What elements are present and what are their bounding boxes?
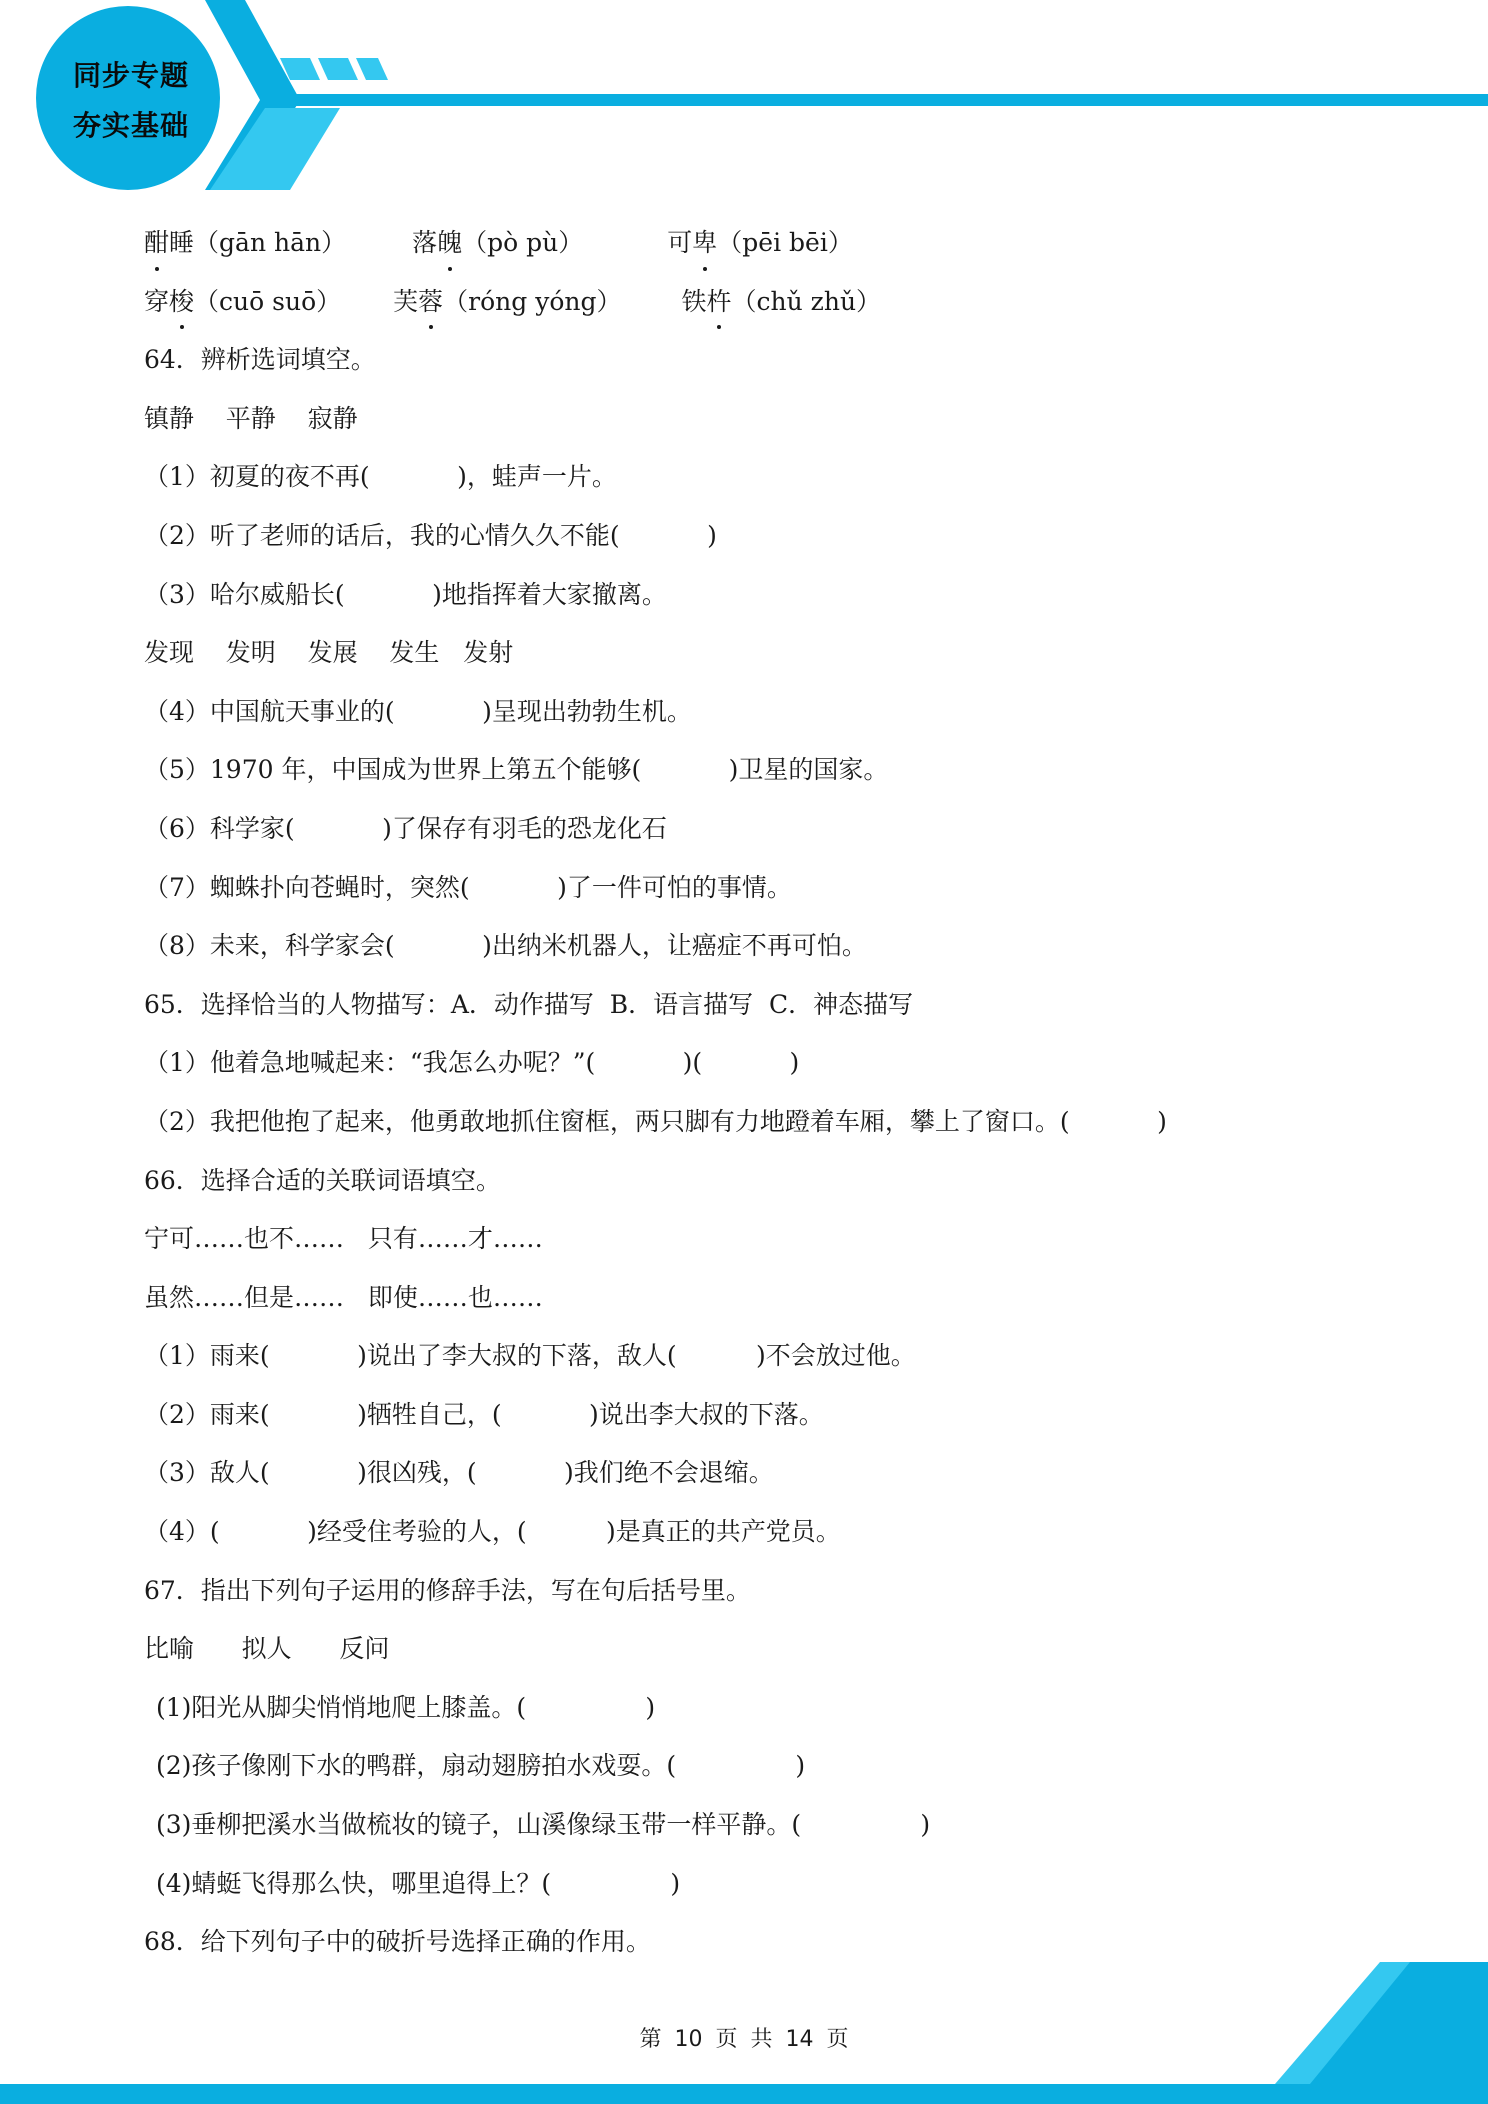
char: 铁 — [681, 286, 707, 316]
pinyin: （róng yóng） — [443, 286, 622, 316]
char: 魄 — [437, 214, 462, 273]
badge-line1: 同步专题 — [72, 59, 189, 92]
question-item: （2）雨来( )牺牲自己，( )说出李大叔的下落。 — [144, 1399, 824, 1429]
question-item: (4)蜻蜓飞得那么快，哪里追得上？( ) — [156, 1868, 681, 1898]
question-68: 68．给下列句子中的破折号选择正确的作用。 — [144, 1927, 651, 1957]
question-item: (1)阳光从脚尖悄悄地爬上膝盖。( ) — [156, 1692, 656, 1722]
badge-line2: 夯实基础 — [72, 109, 189, 142]
question-item: （6）科学家( )了保存有羽毛的恐龙化石 — [144, 813, 667, 843]
char: 梭 — [169, 273, 194, 332]
word-bank: 镇静 平静 寂静 — [144, 403, 358, 433]
char: 蓉 — [418, 273, 443, 332]
question-item: （7）蜘蛛扑向苍蝇时，突然( )了一件可怕的事情。 — [144, 872, 792, 902]
char: 睡 — [169, 228, 195, 257]
question-item: （2）听了老师的话后，我的心情久久不能( ) — [144, 520, 717, 550]
question-item: （1）雨来( )说出了李大叔的下落，敌人( )不会放过他。 — [144, 1341, 916, 1371]
question-item: （4）中国航天事业的( )呈现出勃勃生机。 — [144, 696, 692, 726]
word-bank: 发现 发明 发展 发生 发射 — [144, 638, 514, 668]
word-bank: 比喻 拟人 反问 — [144, 1634, 390, 1664]
char: 杵 — [707, 273, 732, 332]
pinyin: （gān hān） — [194, 228, 347, 257]
page-number: 第 10 页 共 14 页 — [639, 2027, 849, 2052]
question-item: （1）初夏的夜不再( )，蛙声一片。 — [144, 462, 617, 492]
question-item: （4）( )经受住考验的人，( )是真正的共产党员。 — [144, 1517, 841, 1547]
word-bank: 宁可……也不…… 只有……才…… — [144, 1224, 543, 1254]
question-item: （3）哈尔威船长( )地指挥着大家撤离。 — [144, 579, 667, 609]
question-item: (2)孩子像刚下水的鸭群，扇动翅膀拍水戏耍。( ) — [156, 1751, 806, 1781]
question-66: 66．选择合适的关联词语填空。 — [144, 1165, 501, 1195]
question-item: (3)垂柳把溪水当做梳妆的镜子，山溪像绿玉带一样平静。( ) — [156, 1810, 931, 1840]
char: 穿 — [144, 286, 170, 316]
question-item: （3）敌人( )很凶残，( )我们绝不会退缩。 — [144, 1458, 774, 1488]
question-item: （2）我把他抱了起来，他勇敢地抓住窗框，两只脚有力地蹬着车厢，攀上了窗口。( ) — [144, 1106, 1167, 1136]
char: 卑 — [692, 214, 717, 273]
word-bank: 虽然……但是…… 即使……也…… — [144, 1282, 543, 1312]
question-item: （1）他着急地喊起来：“我怎么办呢？”( )( ) — [144, 1048, 800, 1078]
char: 可 — [667, 228, 693, 257]
question-item: （8）未来，科学家会( )出纳米机器人，让癌症不再可怕。 — [144, 931, 867, 961]
question-67: 67．指出下列句子运用的修辞手法，写在句后括号里。 — [144, 1575, 751, 1605]
question-item: （5）1970 年，中国成为世界上第五个能够( )卫星的国家。 — [144, 755, 889, 785]
header-badge — [36, 16, 226, 186]
pinyin: （cuō suō） — [194, 286, 342, 316]
char: 落 — [412, 228, 438, 257]
question-65: 65．选择恰当的人物描写：A．动作描写 B．语言描写 C．神态描写 — [144, 989, 914, 1019]
question-64: 64．辨析选词填空。 — [144, 345, 376, 375]
pinyin-row-1 — [144, 214, 1374, 273]
pinyin: （chǔ zhǔ） — [731, 286, 882, 316]
pinyin: （pò pù） — [462, 228, 584, 257]
pinyin-row-2 — [144, 273, 1374, 332]
pinyin: （pēi bēi） — [717, 228, 853, 257]
worksheet-content — [144, 214, 1374, 1972]
char: 芙 — [393, 286, 419, 316]
char: 酣 — [144, 214, 169, 273]
